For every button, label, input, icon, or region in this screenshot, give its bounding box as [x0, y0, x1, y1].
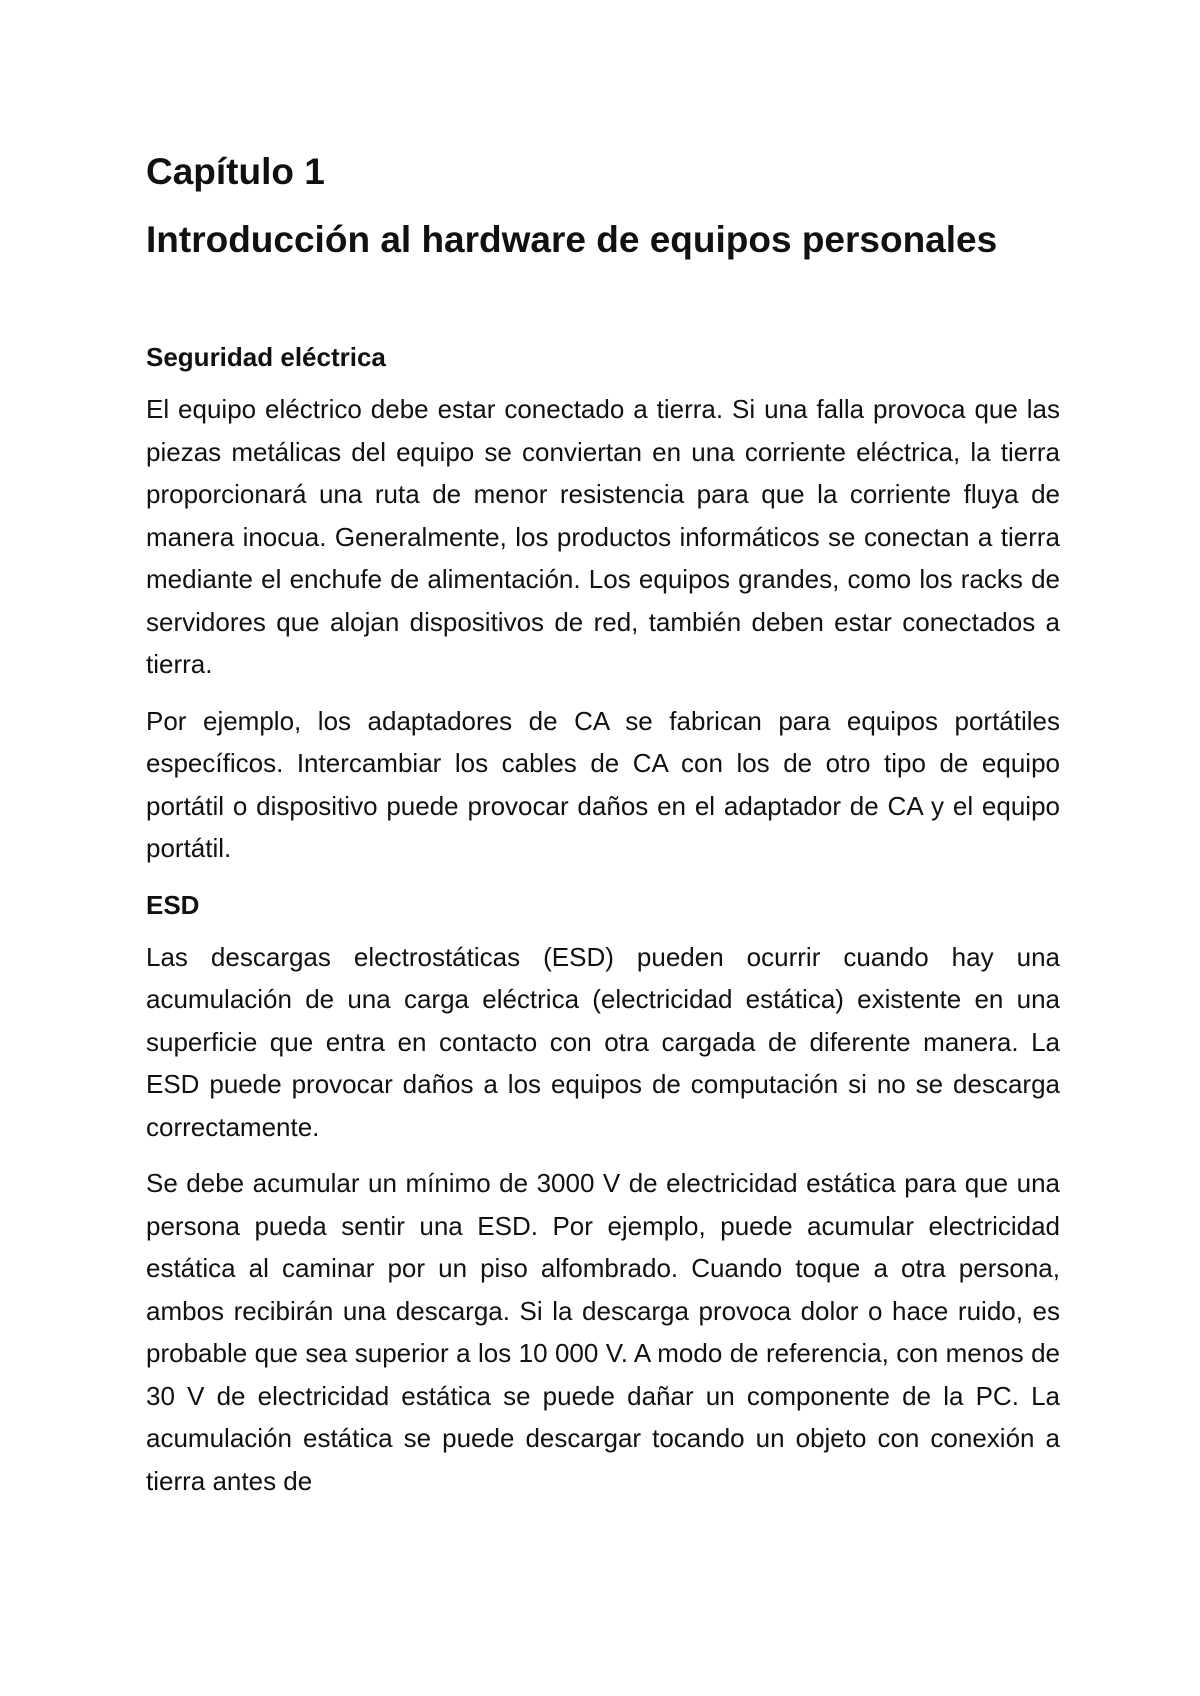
chapter-title: Introducción al hardware de equipos personales	[146, 219, 998, 260]
section-electrical-safety	[146, 336, 1060, 870]
chapter-label: Capítulo 1	[146, 151, 325, 192]
section-heading: Seguridad eléctrica	[146, 342, 386, 372]
paragraph: Se debe acumular un mínimo de 3000 V de electricidad estática para que una persona pueda sentir una ESD. Por ejemplo, puede acumular electricidad estática al caminar por un piso alfombrado. Cuando toque a otra persona, ambos recibirán una descarga. Si la descarga provoca dolor o hace ruido, es probable que sea superior a los 10 000 V. A modo de referencia, con menos de 30 V de electricidad estática se puede dañar un componente de la PC. La acumulación estática se puede descargar tocando un objeto con conexión a tierra antes de	[146, 1168, 1060, 1496]
paragraph: El equipo eléctrico debe estar conectado a tierra. Si una falla provoca que las piezas metálicas del equipo se conviertan en una corriente eléctrica, la tierra proporcionará una ruta de menor resistencia para que la corriente fluya de manera inocua. Generalmente, los productos informáticos se conectan a tierra mediante el enchufe de alimentación. Los equipos grandes, como los racks de servidores que alojan dispositivos de red, también deben estar conectados a tierra.	[146, 394, 1060, 679]
paragraph: Por ejemplo, los adaptadores de CA se fabrican para equipos portátiles específicos. Intercambiar los cables de CA con los de otro tipo de equipo portátil o dispositivo puede provocar daños en el adaptador de CA y el equipo portátil.	[146, 705, 1060, 863]
section-heading: ESD	[146, 889, 200, 920]
section-esd	[146, 884, 1060, 1503]
paragraph: Las descargas electrostáticas (ESD) pueden ocurrir cuando hay una acumulación de una carga eléctrica (electricidad estática) existente en una superficie que entra en contacto con otra cargada de diferente manera. La ESD puede provocar daños a los equipos de computación si no se descarga correctamente.	[146, 941, 1060, 1142]
page-content	[146, 148, 1060, 1516]
